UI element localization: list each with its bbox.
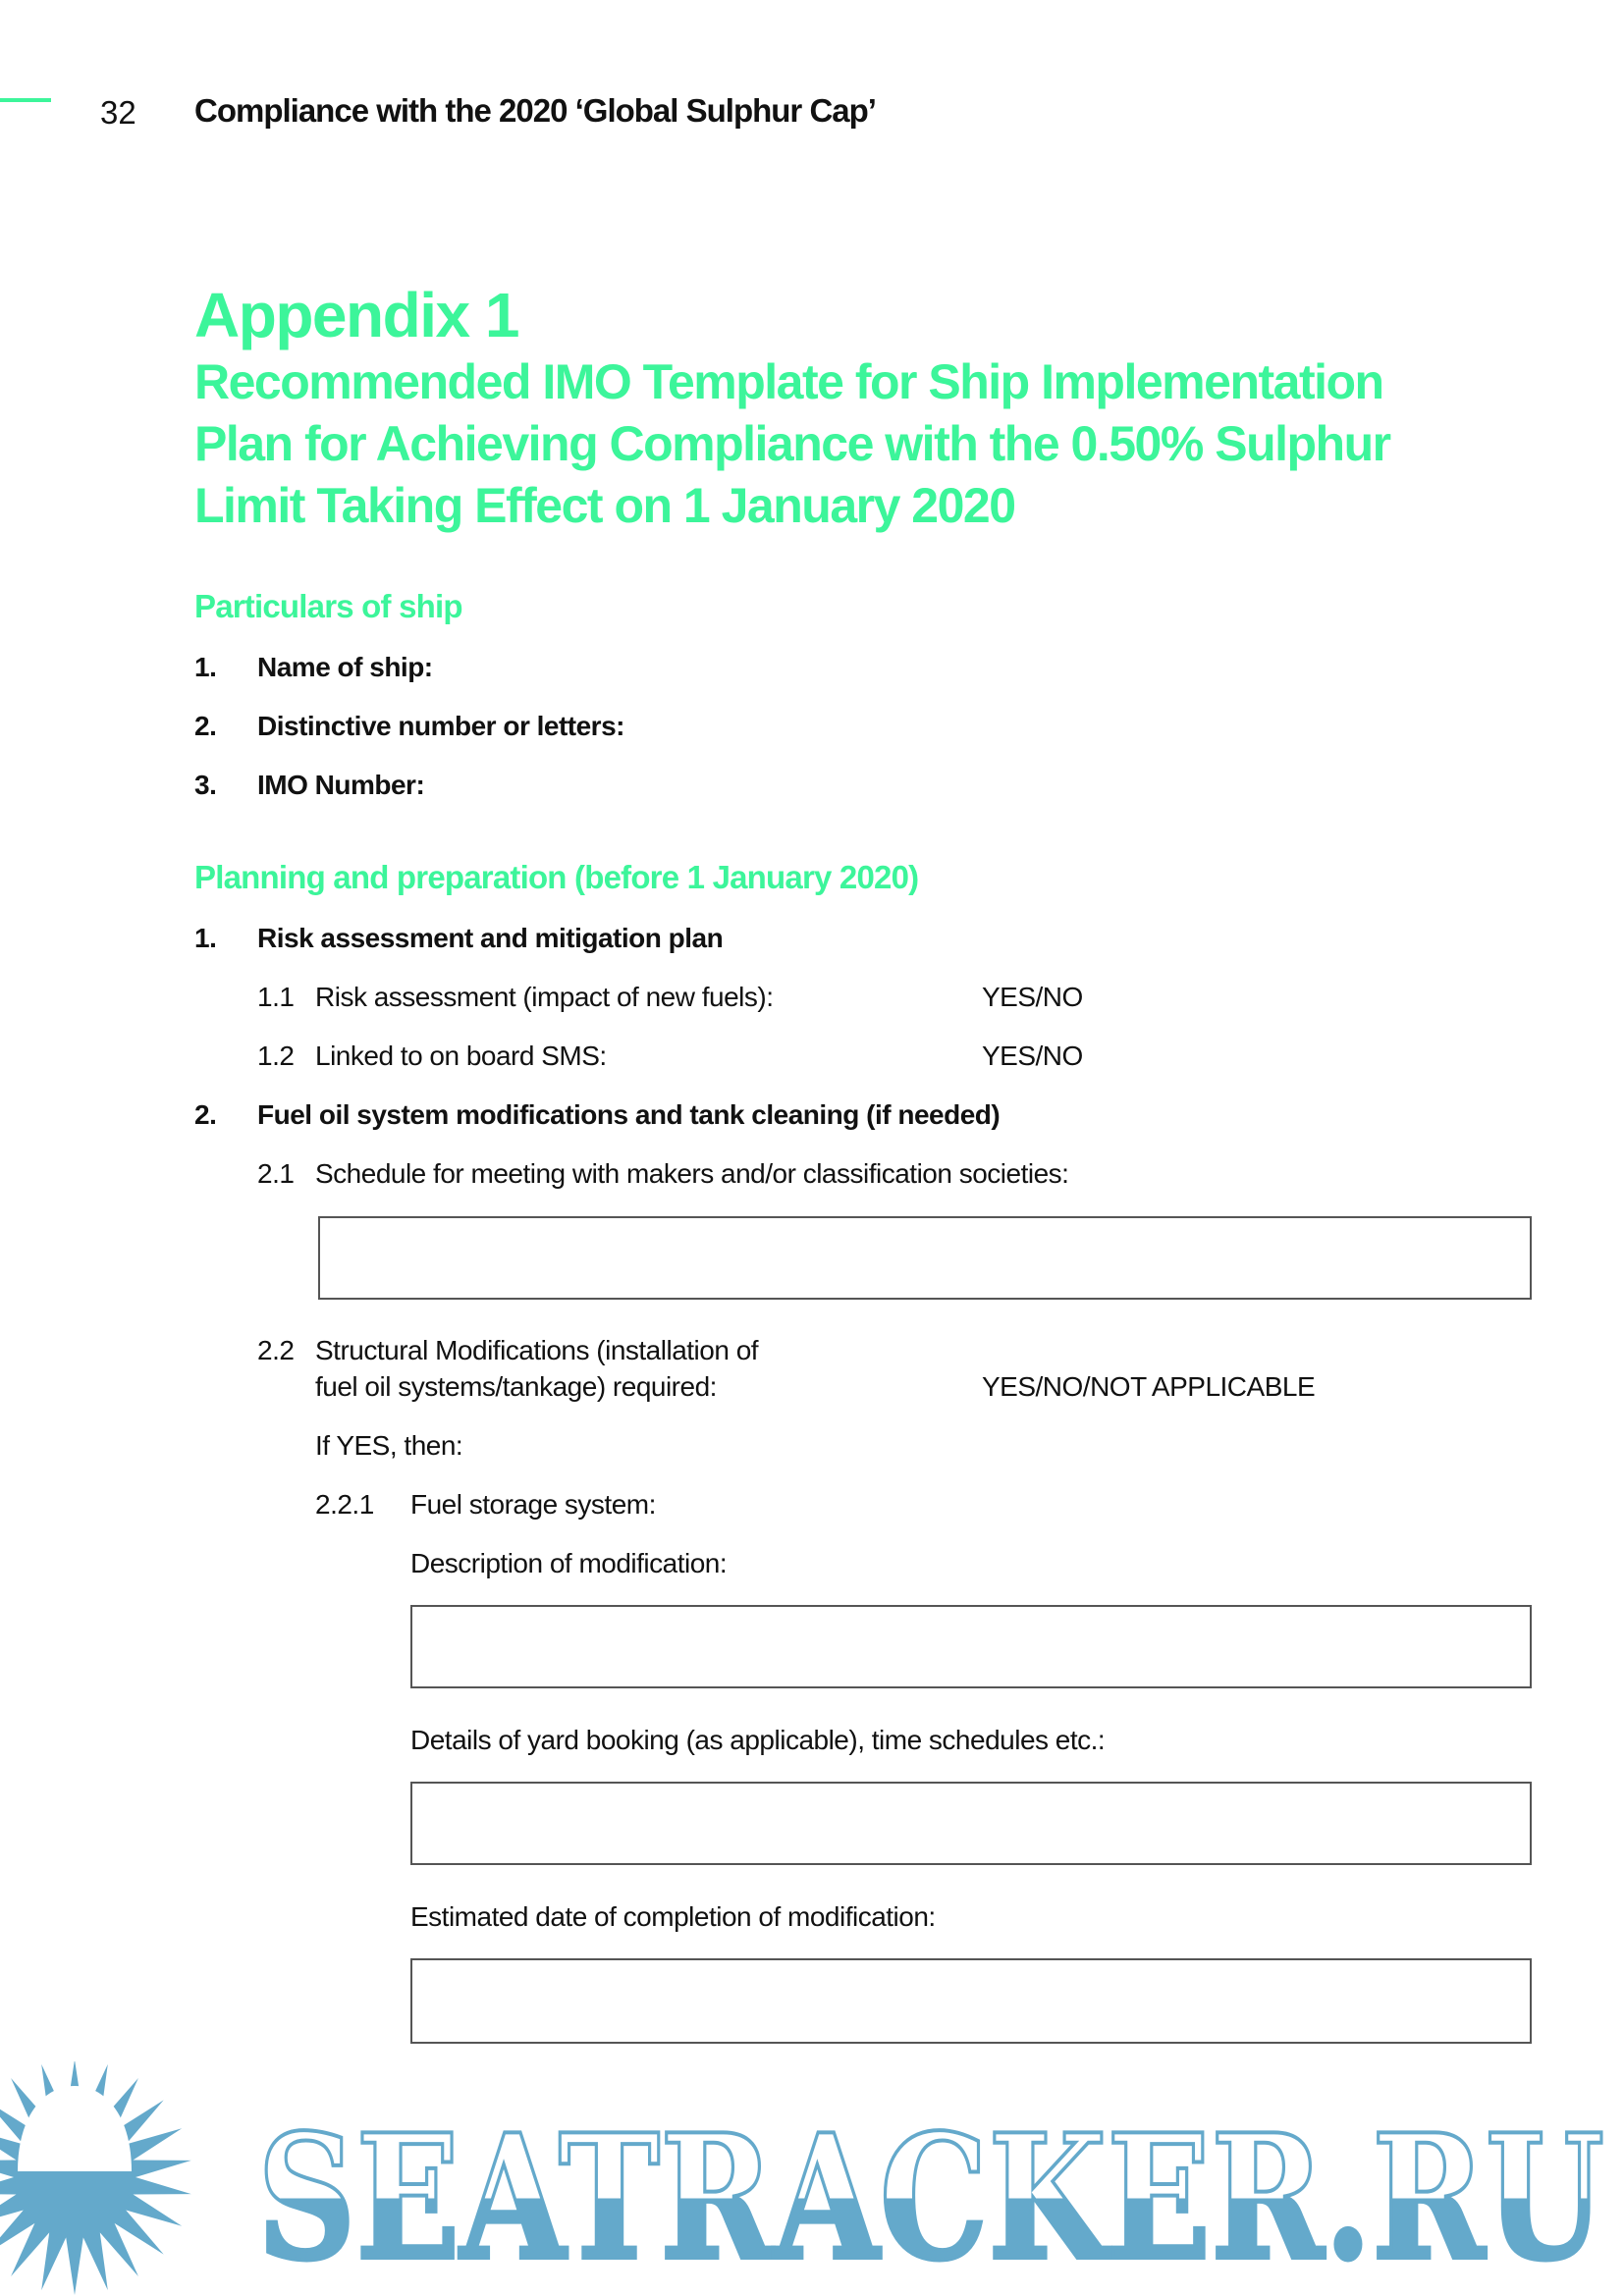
particulars-num-2: 2.: [194, 711, 217, 741]
particulars-label-imo: IMO Number:: [257, 770, 425, 800]
section-1-label: Risk assessment and mitigation plan: [257, 923, 724, 953]
schedule-input-box[interactable]: [318, 1216, 1532, 1300]
item-2-1-label: Schedule for meeting with makers and/or classification societies:: [315, 1158, 1069, 1189]
running-header: Compliance with the 2020 ‘Global Sulphur Cap’: [194, 92, 876, 129]
particulars-label-name: Name of ship:: [257, 652, 433, 682]
particulars-num-1: 1.: [194, 652, 217, 682]
completion-date-label: Estimated date of completion of modification:: [410, 1901, 936, 1932]
if-yes-label: If YES, then:: [315, 1430, 463, 1461]
item-1-1-num: 1.1: [257, 982, 295, 1012]
appendix-subtitle-line-3: Limit Taking Effect on 1 January 2020: [194, 478, 1015, 533]
item-2-2-num: 2.2: [257, 1335, 295, 1365]
seatracker-watermark: [0, 2061, 1624, 2296]
appendix-subtitle-line-2: Plan for Achieving Compliance with the 0.50% Sulphur: [194, 416, 1390, 471]
page-number: 32: [100, 94, 136, 131]
appendix-title: Appendix 1: [194, 280, 518, 350]
header-accent-line: [0, 98, 51, 102]
description-label: Description of modification:: [410, 1548, 728, 1578]
item-2-2-1-num: 2.2.1: [315, 1489, 374, 1520]
yard-booking-input-box[interactable]: [410, 1782, 1532, 1865]
item-1-2-value: YES/NO: [982, 1041, 1083, 1071]
watermark-text: SEATRACKER.RU: [257, 2098, 1604, 2296]
sun-icon: [0, 2061, 191, 2295]
appendix-subtitle-line-1: Recommended IMO Template for Ship Implementation: [194, 354, 1383, 409]
description-input-box[interactable]: [410, 1605, 1532, 1688]
completion-date-input-box[interactable]: [410, 1958, 1532, 2044]
particulars-heading: Particulars of ship: [194, 588, 462, 624]
section-1-num: 1.: [194, 923, 217, 953]
sun-dome: [18, 2086, 132, 2171]
item-2-1-num: 2.1: [257, 1158, 295, 1189]
item-2-2-value: YES/NO/NOT APPLICABLE: [982, 1371, 1316, 1402]
item-1-2-label: Linked to on board SMS:: [315, 1041, 607, 1071]
item-1-2-num: 1.2: [257, 1041, 295, 1071]
item-1-1-value: YES/NO: [982, 982, 1083, 1012]
section-2-num: 2.: [194, 1099, 217, 1130]
item-2-2-1-label: Fuel storage system:: [410, 1489, 656, 1520]
yard-booking-label: Details of yard booking (as applicable), time schedules etc.:: [410, 1725, 1106, 1755]
item-2-2-label-line-2: fuel oil systems/tankage) required:: [315, 1371, 717, 1402]
particulars-label-distinctive: Distinctive number or letters:: [257, 711, 624, 741]
item-1-1-label: Risk assessment (impact of new fuels):: [315, 982, 774, 1012]
particulars-num-3: 3.: [194, 770, 217, 800]
item-2-2-label-line-1: Structural Modifications (installation of: [315, 1335, 759, 1365]
section-2-label: Fuel oil system modifications and tank cleaning (if needed): [257, 1099, 1001, 1130]
planning-heading: Planning and preparation (before 1 January 2020): [194, 859, 919, 895]
